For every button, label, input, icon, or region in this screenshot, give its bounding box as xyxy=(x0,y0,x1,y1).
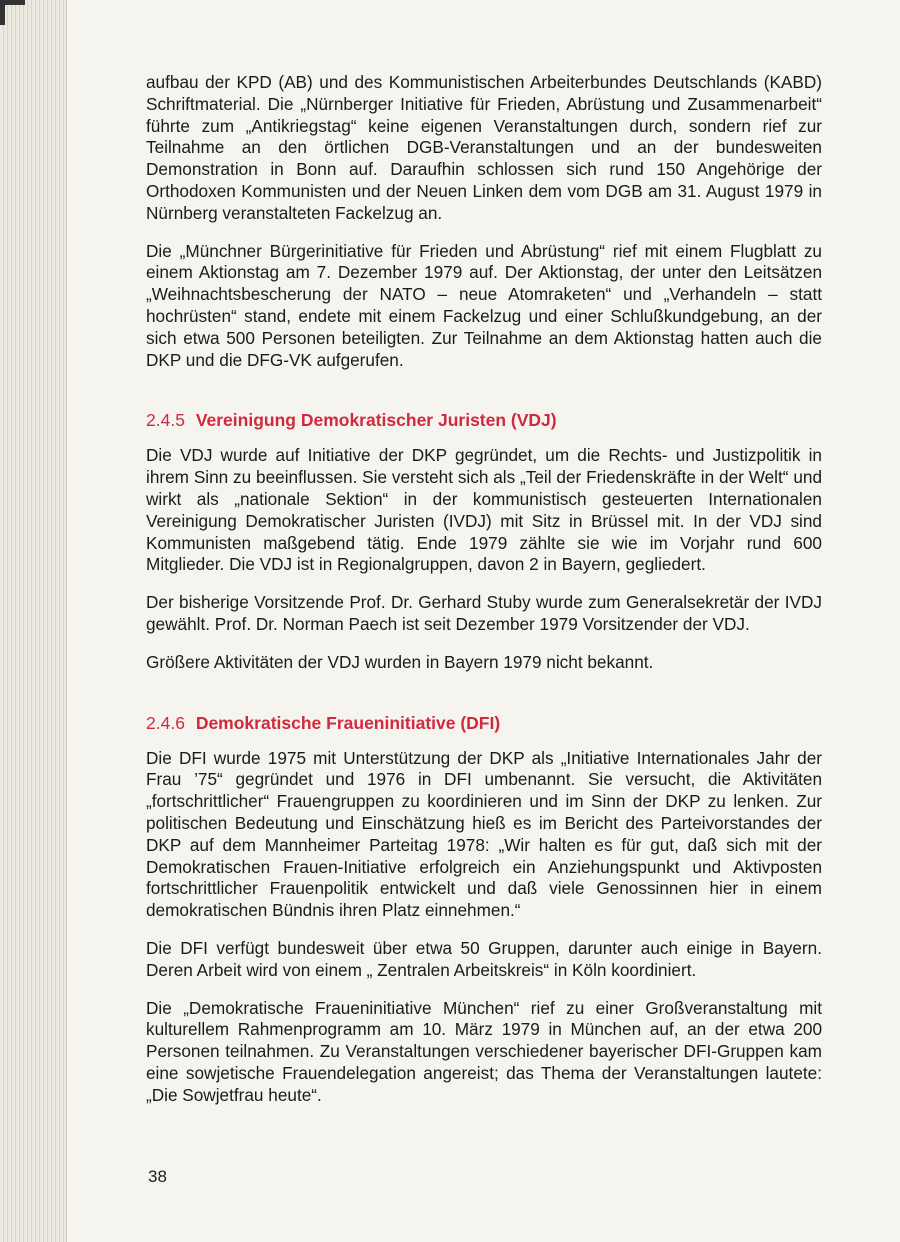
page-number: 38 xyxy=(148,1167,167,1186)
page-content xyxy=(146,72,822,1122)
binding-corner-mark xyxy=(0,0,25,25)
paragraph: Die DFI verfügt bundesweit über etwa 50 Gruppen, darunter auch einige in Bayern. Deren Arbeit wird von einem „ Zentralen Arbeitskreis“ in Köln koordiniert. xyxy=(146,937,822,980)
paragraph: Die DFI wurde 1975 mit Unterstützung der DKP als „Initiative Internationales Jahr der Frau ’75“ gegründet und 1976 in DFI umbenannt. Sie versucht, die Aktivitäten „fortschrittlicher“ Frauengruppen zu koordinieren und im Sinn der DKP zu lenken. Zur politischen Bedeutung und Einschätzung hieß es im Bericht des Parteivorstandes der DKP auf dem Mannheimer Parteitag 1978: „Wir halten es für gut, daß sich mit der Demokratischen Frauen-Initiative erfolgreich ein Anziehungspunkt und Aktivposten fortschrittlicher Frauenpolitik entwickelt und daß viele Genossinnen hier in einem demokratischen Bündnis ihren Platz einnehmen.“ xyxy=(146,747,822,921)
section-heading-dfi xyxy=(146,712,822,734)
paragraph: Die „Münchner Bürgerinitiative für Frieden und Abrüstung“ rief mit einem Flugblatt zu einem Aktionstag am 7. Dezember 1979 auf. Der Aktionstag, der unter den Leitsätzen „Weihnachtsbescherung der NATO – neue Atomraketen“ und „Verhandeln – statt hochrüsten“ stand, endete mit einem Fackelzug und einer Schlußkundgebung, an der sich etwa 500 Personen beteiligten. Zur Teilnahme an dem Aktionstag hatten auch die DKP und die DFG-VK aufgerufen. xyxy=(146,240,822,370)
section-number: 2.4.5 xyxy=(146,410,185,431)
section-heading-vdj xyxy=(146,409,822,431)
paragraph: Die VDJ wurde auf Initiative der DKP gegründet, um die Rechts- und Justizpolitik in ihrem Sinn zu beeinflussen. Sie versteht sich als „Teil der Friedenskräfte in der Welt“ und wirkt als „nationale Sektion“ in der kommunistisch gesteuerten Internationalen Vereinigung Demokratischer Juristen (IVDJ) mit Sitz in Brüssel mit. In der VDJ sind Kommunisten maßgebend tätig. Ende 1979 zählte sie wie im Vorjahr rund 600 Mitglieder. Die VDJ ist in Regionalgruppen, davon 2 in Bayern, gegliedert. xyxy=(146,445,822,575)
section-title: Vereinigung Demokratischer Juristen (VDJ) xyxy=(195,410,557,431)
paragraph: Die „Demokratische Fraueninitiative München“ rief zu einer Großveranstaltung mit kulturellem Rahmenprogramm am 10. März 1979 in München auf, an der etwa 200 Personen teilnahmen. Zu Veranstaltungen verschiedener bayerischer DFI-Gruppen kam eine sowjetische Frauendelegation angereist; das Thema der Veranstaltungen lautete: „Die Sowjetfrau heute“. xyxy=(146,997,822,1105)
paragraph: Größere Aktivitäten der VDJ wurden in Bayern 1979 nicht bekannt. xyxy=(146,651,654,672)
section-title: Demokratische Fraueninitiative (DFI) xyxy=(195,712,501,733)
paragraph: aufbau der KPD (AB) und des Kommunistischen Arbeiterbundes Deutschlands (KABD) Schriftmaterial. Die „Nürnberger Initiative für Frieden, Abrüstung und Zusammenarbeit“ führte zum „Antikriegstag“ keine eigenen Veranstaltungen durch, sondern rief zur Teilnahme an den örtlichen DGB-Veranstaltungen und an der bundesweiten Demonstration in Bonn auf. Daraufhin schlossen sich rund 150 Angehörige der Orthodoxen Kommunisten und der Neuen Linken dem vom DGB am 31. August 1979 in Nürnberg veranstalteten Fackelzug an. xyxy=(146,72,822,223)
section-number: 2.4.6 xyxy=(146,712,185,733)
book-binding-edge xyxy=(0,0,67,1242)
paragraph: Der bisherige Vorsitzende Prof. Dr. Gerhard Stuby wurde zum Generalsekretär der IVDJ gewählt. Prof. Dr. Norman Paech ist seit Dezember 1979 Vorsitzender der VDJ. xyxy=(146,592,822,634)
